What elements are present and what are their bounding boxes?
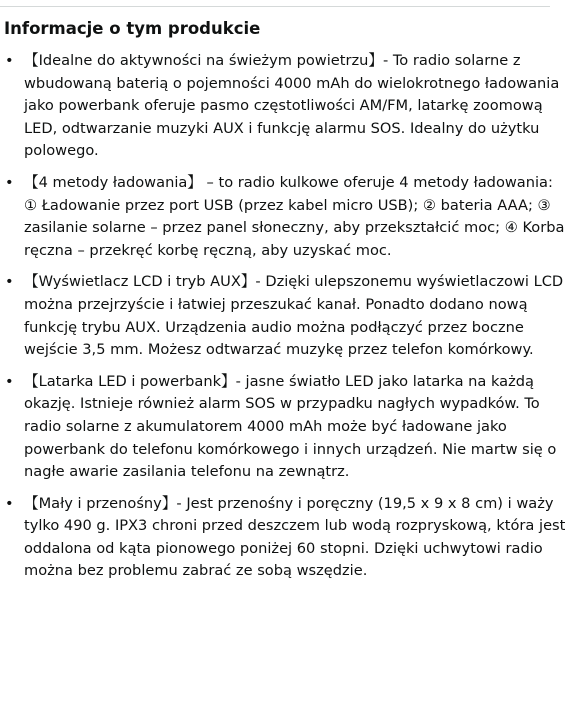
feature-item-portable <box>4 493 570 583</box>
section-title: Informacje o tym produkcie <box>4 19 261 38</box>
bullet-icon: • <box>5 494 14 512</box>
top-divider <box>0 6 550 7</box>
bullet-icon: • <box>5 273 14 291</box>
feature-item-outdoor <box>4 50 570 163</box>
bullet-icon: • <box>5 173 14 191</box>
feature-text: 【Idealne do aktywności na świeżym powietrzu】- To radio solarne z wbudowaną baterią o pojemności 4000 mAh do wielokrotnego ładowania jako powerbank oferuje pasmo częstotliwości AM/FM, latarkę zoomową LED, odtwarzanie muzyki AUX i funkcję alarmu SOS. Idealny do użytku polowego. <box>24 52 560 160</box>
feature-text: 【Latarka LED i powerbank】- jasne światło LED jako latarka na każdą okazję. Istnieje również alarm SOS w przypadku nagłych wypadków. To radio solarne z akumulatorem 4000 mAh może być ładowane jako powerbank do telefonu komórkowego i innych urządzeń. Nie martw się o nagłe awarie zasilania telefonu na zewnątrz. <box>24 372 557 481</box>
feature-item-charging <box>4 172 570 262</box>
feature-text: 【4 metody ładowania】 – to radio kulkowe oferuje 4 metody ładowania: ① Ładowanie przez port USB (przez kabel micro USB); ② bateria AAA; ③ zasilanie solarne – przez panel słoneczny, aby przekształcić moc; ④ Korba ręczna – przekręć korbę ręczną, aby uzyskać moc. <box>24 173 565 259</box>
feature-text: 【Wyświetlacz LCD i tryb AUX】- Dzięki ulepszonemu wyświetlaczowi LCD można przejrzyście i łatwiej przeszukać kanał. Ponadto dodano nową funkcję trybu AUX. Urządzenia audio można podłączyć przez boczne wejście 3,5 mm. Możesz odtwarzać muzykę przez telefon komórkowy. <box>24 273 564 359</box>
feature-item-flashlight-powerbank <box>4 371 570 484</box>
bullet-icon: • <box>5 52 14 69</box>
bullet-icon: • <box>5 372 14 390</box>
feature-text: 【Mały i przenośny】- Jest przenośny i poręczny (19,5 x 9 x 8 cm) i waży tylko 490 g. IPX3 chroni przed deszczem lub wodą rozpryskową, która jest oddalona od kąta pionowego poniżej 60 stopni. Dzięki uchwytowi radio można bez problemu zabrać ze sobą wszędzie. <box>24 494 566 580</box>
product-info-section <box>4 18 570 592</box>
feature-list <box>4 50 570 583</box>
feature-item-lcd-aux <box>4 271 570 361</box>
